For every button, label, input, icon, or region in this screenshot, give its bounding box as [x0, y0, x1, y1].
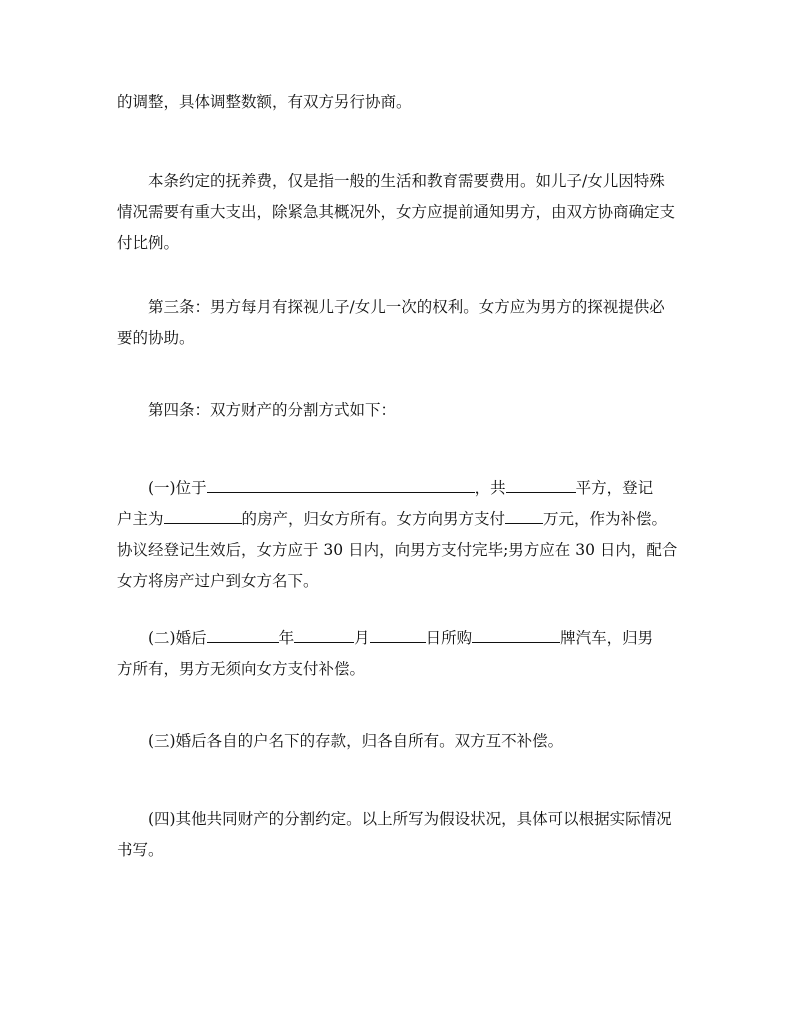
text-fragment: 的房产，归女方所有。女方向男方支付: [241, 510, 506, 528]
fill-blank-month: [294, 627, 354, 643]
text-line: 的调整，具体调整数额，有双方另行协商。: [117, 93, 412, 111]
fill-blank-brand: [472, 627, 560, 643]
text-fragment: 月: [354, 629, 370, 647]
fill-blank-year: [207, 627, 279, 643]
text-fragment: ，共: [474, 479, 506, 497]
text-line: (四)其他共同财产的分割约定。以上所写为假设状况，具体可以根据实际情况: [148, 810, 672, 828]
text-line: 第三条：男方每月有探视儿子/女儿一次的权利。女方应为男方的探视提供必: [148, 298, 665, 316]
text-line: (三)婚后各自的户名下的存款，归各自所有。双方互不补偿。: [148, 732, 564, 750]
text-fragment: 日所购: [425, 629, 473, 647]
fill-blank-address: [207, 477, 475, 493]
paragraph-article-three: [117, 292, 681, 354]
text-line: 要的协助。: [117, 329, 195, 347]
text-fragment: 万元，作为补偿。: [543, 510, 668, 528]
fill-blank-day: [370, 627, 426, 643]
text-line: 情况需要有重大支出，除紧急其概况外，女方应提前通知男方，由双方协商确定支: [117, 203, 676, 221]
text-line: [117, 504, 681, 535]
text-fragment: (一)位于: [148, 479, 207, 497]
paragraph-property-other: [117, 804, 681, 866]
paragraph-property-car: [117, 623, 681, 685]
fill-blank-area: [506, 477, 576, 493]
text-fragment: (二)婚后: [148, 629, 207, 647]
fill-blank-owner: [164, 508, 242, 524]
paragraph-support-fee: [117, 166, 681, 259]
text-line: 协议经登记生效后，女方应于 30 日内，向男方支付完毕;男方应在 30 日内，配合: [117, 541, 678, 559]
paragraph-article-four: [117, 395, 681, 426]
text-fragment: 年: [278, 629, 295, 647]
text-line: 第四条：双方财产的分割方式如下：: [148, 401, 397, 419]
text-line: 方所有，男方无须向女方支付补偿。: [117, 660, 366, 678]
text-fragment: 牌汽车，归男: [560, 629, 654, 647]
text-line: 书写。: [117, 841, 164, 859]
paragraph-property-savings: [117, 726, 681, 757]
text-line: 付比例。: [117, 234, 180, 252]
text-line: [117, 473, 681, 504]
text-line: 本条约定的抚养费，仅是指一般的生活和教育需要费用。如儿子/女儿因特殊: [148, 172, 665, 190]
fill-blank-amount: [505, 508, 543, 524]
text-fragment: 平方，登记: [575, 479, 654, 497]
paragraph-property-house: [117, 473, 681, 597]
paragraph-adjustment: [117, 87, 681, 118]
text-fragment: 户主为: [117, 510, 164, 528]
text-line: [117, 623, 681, 654]
text-line: 女方将房产过户到女方名下。: [117, 572, 319, 590]
